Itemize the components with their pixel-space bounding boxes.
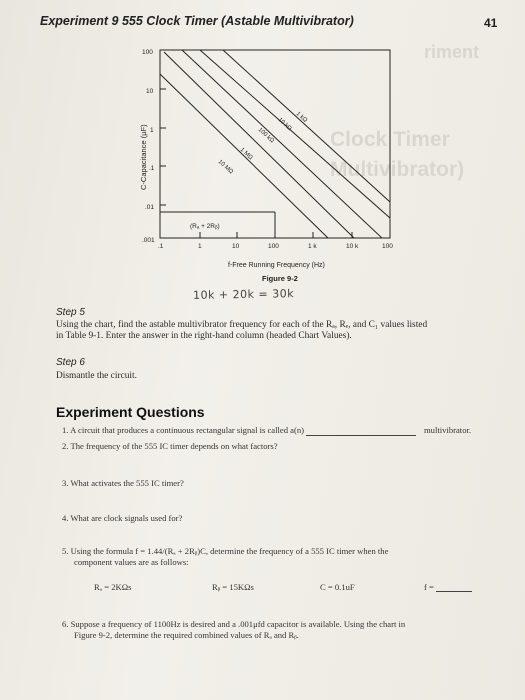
label-100kohm: 100 kΩ bbox=[256, 127, 275, 145]
q5-ra-value: Rₐ = 2KΩs bbox=[94, 582, 132, 592]
question-1-answer-blank[interactable] bbox=[306, 426, 416, 436]
question-6-line2: Figure 9-2, determine the required combined values of Rₐ and Rᵦ. bbox=[74, 630, 299, 640]
chart-x-axis-label: f-Free Running Frequency (Hz) bbox=[228, 262, 325, 269]
y-tick-1: 1 bbox=[150, 127, 154, 134]
label-1mohm: 1 MΩ bbox=[238, 147, 254, 162]
y-tick-0.001: .001 bbox=[142, 237, 155, 244]
watermark-experiment: riment bbox=[424, 42, 480, 62]
question-1 bbox=[62, 425, 416, 436]
q5-f-label bbox=[424, 582, 472, 592]
step5-text-line2: in Table 9-1. Enter the answer in the right-hand column (headed Chart Values). bbox=[56, 331, 352, 341]
y-tick-10: 10 bbox=[146, 88, 154, 95]
q5-f-text: f = bbox=[424, 582, 434, 592]
question-1-suffix: multivibrator. bbox=[424, 425, 472, 435]
chart-frame bbox=[160, 50, 390, 238]
q5-c-value: C = 0.1uF bbox=[320, 582, 355, 592]
x-tick-100k: 100 bbox=[382, 243, 393, 250]
question-1-text: 1. A circuit that produces a continuous rectangular signal is called a(n) bbox=[62, 425, 304, 435]
questions-title: Experiment Questions bbox=[56, 404, 205, 420]
q5-rb-value: Rᵦ = 15KΩs bbox=[212, 582, 254, 592]
label-10mohm: 10 MΩ bbox=[216, 159, 234, 176]
y-tick-100: 100 bbox=[142, 49, 153, 56]
question-2: 2. The frequency of the 555 IC timer depends on what factors? bbox=[62, 441, 278, 451]
step5-text-line1: Using the chart, find the astable multivibrator frequency for each of the Rₐ, Rₑ, and C₁ values listed bbox=[56, 320, 428, 330]
step6-text: Dismantle the circuit. bbox=[56, 371, 137, 381]
question-4: 4. What are clock signals used for? bbox=[62, 513, 183, 523]
handwritten-note: 10k + 20k = 30k bbox=[192, 287, 295, 302]
question-5-line2: component values are as follows: bbox=[74, 557, 189, 567]
q5-f-answer-blank[interactable] bbox=[436, 583, 472, 592]
x-tick-10k: 10 k bbox=[346, 243, 359, 250]
line-10kohm bbox=[200, 50, 390, 218]
step6-title: Step 6 bbox=[56, 357, 85, 368]
line-1kohm bbox=[223, 50, 390, 202]
label-10kohm: 10 kΩ bbox=[276, 117, 293, 133]
x-tick-1: 1 bbox=[198, 243, 202, 250]
watermark-multivibrator: Multivibrator) bbox=[330, 158, 465, 181]
figure-caption: Figure 9-2 bbox=[262, 274, 298, 283]
page-header-title: Experiment 9 555 Clock Timer (Astable Multivibrator) bbox=[40, 14, 354, 28]
x-tick-10: 10 bbox=[232, 243, 240, 250]
y-tick-0.01: .01 bbox=[145, 204, 155, 211]
page-number: 41 bbox=[484, 16, 498, 30]
step5-title: Step 5 bbox=[56, 307, 85, 318]
question-5-line1: 5. Using the formula f = 1.44/(Rₐ + 2Rᵦ)C, determine the frequency of a 555 IC timer when the bbox=[62, 546, 389, 556]
x-tick-1k: 1 k bbox=[308, 243, 317, 250]
box-label: (Rₐ + 2Rᵦ) bbox=[190, 223, 220, 230]
line-1mohm bbox=[164, 52, 354, 238]
question-6-line1: 6. Suppose a frequency of 1100Hz is desired and a .001μfd capacitor is available. Using the chart in bbox=[62, 619, 406, 629]
y-tick-0.1: .1 bbox=[149, 165, 155, 172]
chart-y-axis-label: C-Capacitance (µF) bbox=[139, 124, 148, 190]
label-1kohm: 1 kΩ bbox=[294, 111, 308, 124]
nomograph-chart bbox=[120, 40, 410, 260]
watermark-clock-timer: Clock Timer bbox=[330, 128, 450, 151]
question-3: 3. What activates the 555 IC timer? bbox=[62, 478, 184, 488]
x-tick-0.1: .1 bbox=[158, 243, 164, 250]
line-100kohm bbox=[182, 50, 382, 238]
x-tick-100: 100 bbox=[268, 243, 279, 250]
